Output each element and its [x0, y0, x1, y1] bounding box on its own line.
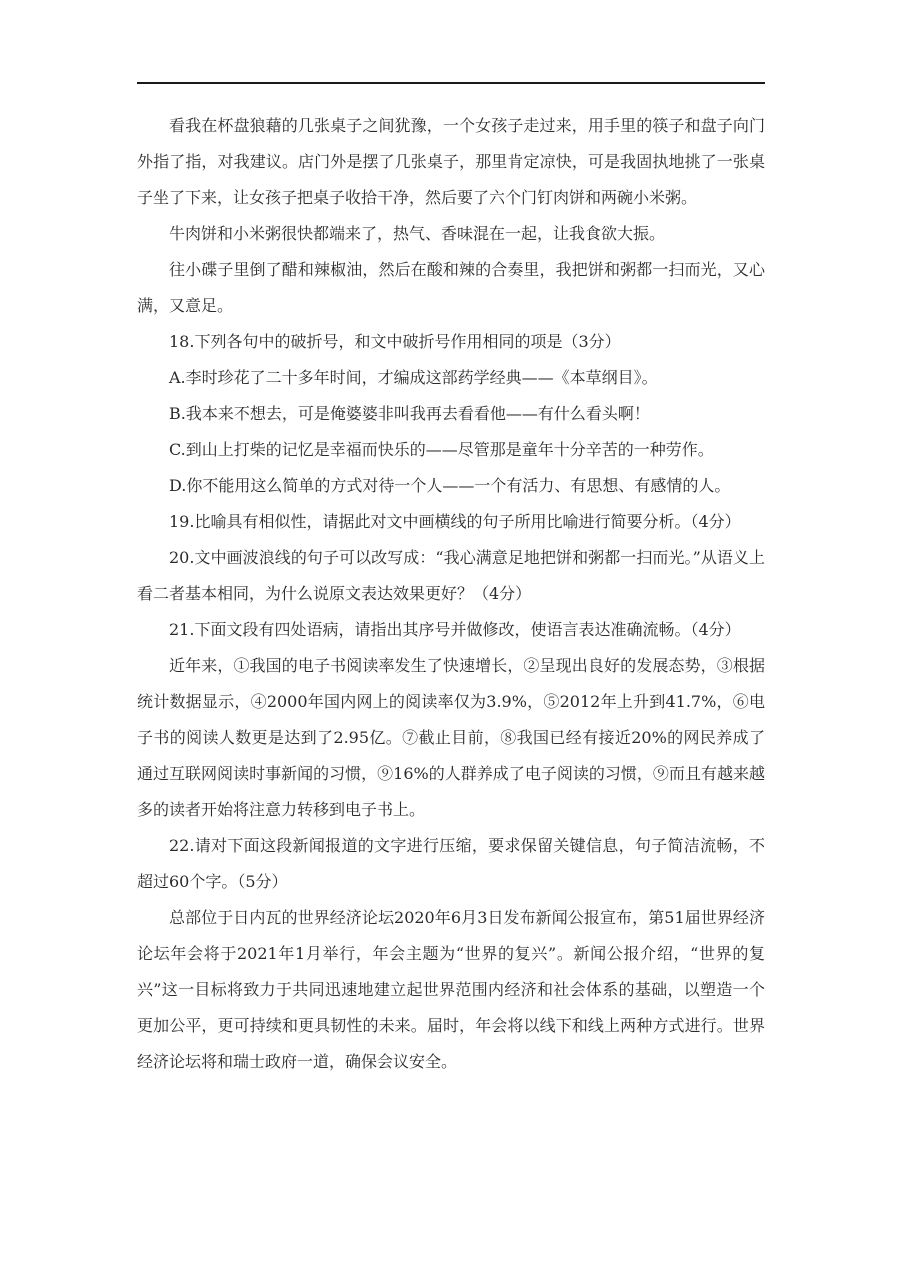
story-paragraph-2: 牛肉饼和小米粥很快都端来了，热气、香味混在一起，让我食欲大振。	[169, 224, 666, 243]
question-21-stem: 21.下面文段有四处语病，请指出其序号并做修改，使语言表达准确流畅。（4分）	[169, 620, 741, 639]
question-21-passage: 近年来，①我国的电子书阅读率发生了快速增长，②呈现出良好的发展态势，③根据统计数据显示，④2000年国内网上的阅读率仅为3.9%，⑤2012年上升到41.7%，⑥电子书的阅读人数更是达到了2.95亿。⑦截止目前，⑧我国已经有接近20%的网民养成了通过互联网阅读时事新闻的习惯，⑨16%的人群养成了电子阅读的习惯，⑨而且有越来越多的读者开始将注意力转移到电子书上。	[137, 656, 765, 819]
header-divider	[137, 82, 765, 84]
question-18-stem: 18.下列各句中的破折号，和文中破折号作用相同的项是（3分）	[169, 332, 621, 351]
question-20: 20.文中画波浪线的句子可以改写成：“我心满意足地把饼和粥都一扫而光。”从语义上看二者基本相同，为什么说原文表达效果更好？（4分）	[137, 548, 765, 603]
question-18-option-d: D.你不能用这么简单的方式对待一个人——一个有活力、有思想、有感情的人。	[169, 476, 731, 495]
question-18-option-a: A.李时珍花了二十多年时间，才编成这部药学经典——《本草纲目》。	[169, 368, 658, 387]
story-paragraph-1: 看我在杯盘狼藉的几张桌子之间犹豫，一个女孩子走过来，用手里的筷子和盘子向门外指了指，对我建议。店门外是摆了几张桌子，那里肯定凉快，可是我固执地挑了一张桌子坐了下来，让女孩子把桌子收拾干净，然后要了六个门钉肉饼和两碗小米粥。	[137, 116, 765, 207]
question-19: 19.比喻具有相似性，请据此对文中画横线的句子所用比喻进行简要分析。（4分）	[169, 512, 741, 531]
story-paragraph-3: 往小碟子里倒了醋和辣椒油，然后在酸和辣的合奏里，我把饼和粥都一扫而光，又心满，又意足。	[137, 260, 765, 315]
question-18-option-b: B.我本来不想去，可是俺婆婆非叫我再去看看他——有什么看头啊！	[169, 404, 650, 423]
question-22-stem: 22.请对下面这段新闻报道的文字进行压缩，要求保留关键信息，句子简洁流畅，不超过60个字。（5分）	[137, 836, 765, 891]
question-22-passage: 总部位于日内瓦的世界经济论坛2020年6月3日发布新闻公报宣布，第51届世界经济论坛年会将于2021年1月举行，年会主题为“世界的复兴”。新闻公报介绍，“世界的复兴”这一目标将致力于共同迅速地建立起世界范围内经济和社会体系的基础，以塑造一个更加公平，更可持续和更具韧性的未来。届时，年会将以线下和线上两种方式进行。世界经济论坛将和瑞士政府一道，确保会议安全。	[137, 908, 765, 1071]
page-content	[137, 108, 765, 1080]
question-18-option-c: C.到山上打柴的记忆是幸福而快乐的——尽管那是童年十分辛苦的一种劳作。	[169, 440, 714, 459]
